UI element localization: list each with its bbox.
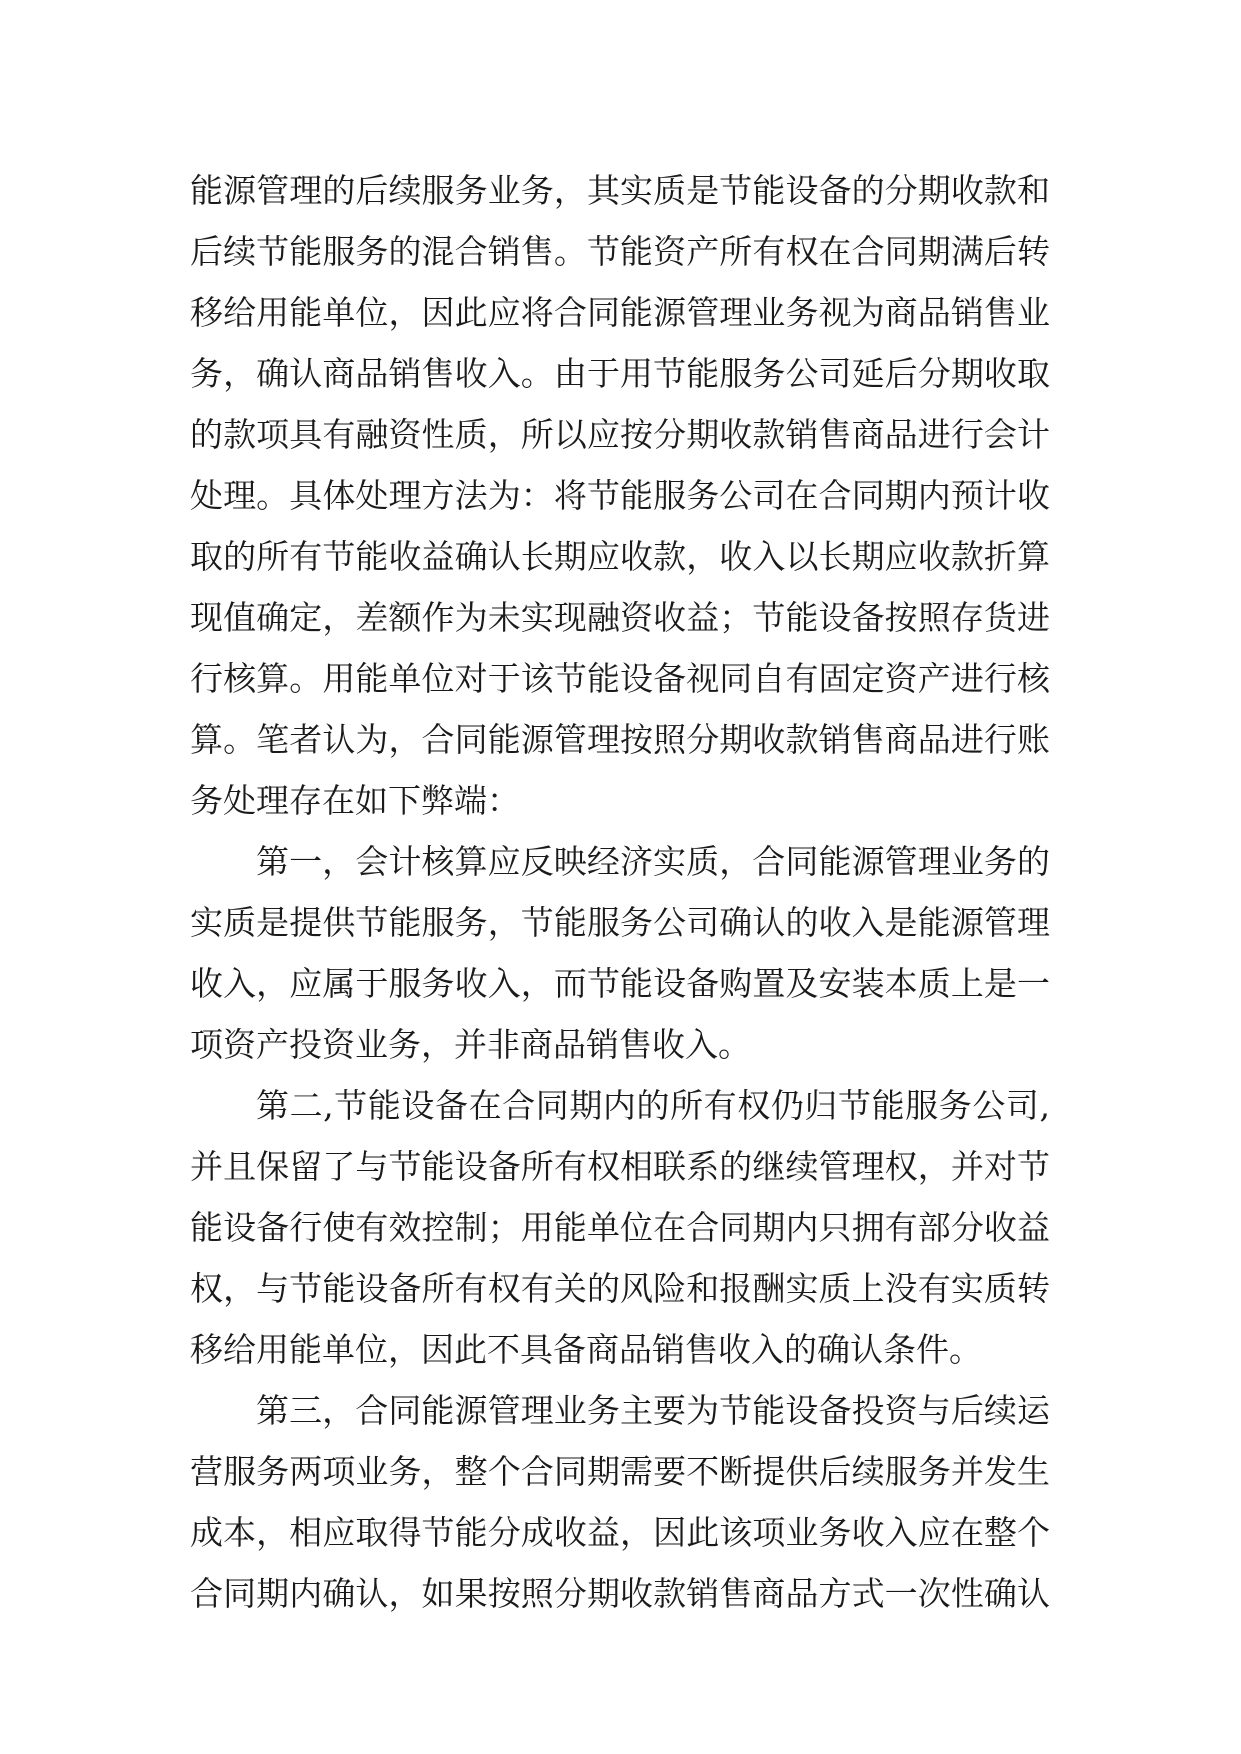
text-line: 能设备行使有效控制；用能单位在合同期内只拥有部分收益: [190, 1208, 1050, 1247]
text-line: 移给用能单位，因此应将合同能源管理业务视为商品销售业: [190, 293, 1050, 332]
body-text: [190, 160, 1050, 1624]
text-line: 成本，相应取得节能分成收益，因此该项业务收入应在整个: [190, 1513, 1050, 1552]
text-line: 取的所有节能收益确认长期应收款，收入以长期应收款折算: [190, 537, 1050, 576]
text-line: 并且保留了与节能设备所有权相联系的继续管理权，并对节: [190, 1147, 1050, 1186]
text-line: 第一，会计核算应反映经济实质，合同能源管理业务的: [256, 842, 1050, 881]
text-line: 务，确认商品销售收入。由于用节能服务公司延后分期收取: [190, 354, 1050, 393]
text-line: 能源管理的后续服务业务，其实质是节能设备的分期收款和: [190, 171, 1050, 210]
text-line: 的款项具有融资性质，所以应按分期收款销售商品进行会计: [190, 415, 1050, 454]
text-line: 后续节能服务的混合销售。节能资产所有权在合同期满后转: [190, 232, 1050, 271]
text-line: 收入，应属于服务收入，而节能设备购置及安装本质上是一: [190, 964, 1050, 1003]
text-line: 算。笔者认为，合同能源管理按照分期收款销售商品进行账: [190, 720, 1050, 759]
text-line: 处理。具体处理方法为：将节能服务公司在合同期内预计收: [190, 476, 1050, 515]
text-line: 务处理存在如下弊端：: [190, 781, 520, 820]
text-line: 实质是提供节能服务，节能服务公司确认的收入是能源管理: [190, 903, 1050, 942]
text-line: 权，与节能设备所有权有关的风险和报酬实质上没有实质转: [190, 1269, 1050, 1308]
text-line: 第二,节能设备在合同期内的所有权仍归节能服务公司,: [256, 1086, 1050, 1125]
text-line: 移给用能单位，因此不具备商品销售收入的确认条件。: [190, 1330, 982, 1369]
text-line: 合同期内确认，如果按照分期收款销售商品方式一次性确认: [190, 1574, 1050, 1613]
text-line: 项资产投资业务，并非商品销售收入。: [190, 1025, 751, 1064]
text-line: 营服务两项业务，整个合同期需要不断提供后续服务并发生: [190, 1452, 1050, 1491]
text-line: 行核算。用能单位对于该节能设备视同自有固定资产进行核: [190, 659, 1050, 698]
text-line: 现值确定，差额作为未实现融资收益；节能设备按照存货进: [190, 598, 1050, 637]
text-line: 第三，合同能源管理业务主要为节能设备投资与后续运: [256, 1391, 1050, 1430]
